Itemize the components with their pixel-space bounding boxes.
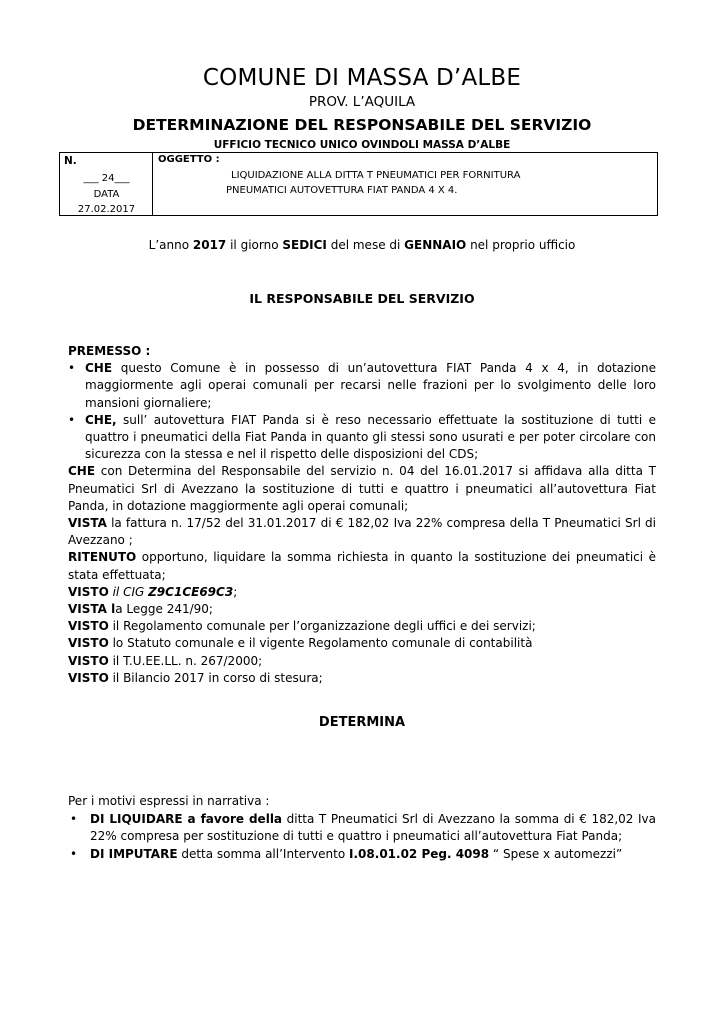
premise-item: • CHE, sull’ autovettura FIAT Panda si è reso necessario effettuate la sostituzione di tutti e quattro i pneumatici della Fiat Panda in quanto gli stessi sono usurati e per poter circolare con sicurezza con la stessa e nel il rispetto delle disposizioni del CDS; <box>68 412 656 464</box>
determination-number: ___ 24___ <box>83 173 130 184</box>
province-label: PROV. L’AQUILA <box>308 94 416 110</box>
premises-section <box>68 343 656 687</box>
municipality-title: COMUNE DI MASSA D’ALBE <box>202 65 522 91</box>
determination-date: 27.02.2017 <box>77 204 136 215</box>
premise-item: • CHE questo Comune è in possesso di un’autovettura FIAT Panda 4 x 4, in dotazione maggiormente agli operai comunali per recarsi nelle frazioni per lo svolgimento delle loro mansioni giornaliere; <box>68 360 656 412</box>
premise-paragraph: VISTO il T.U.EE.LL. n. 267/2000; <box>68 653 263 668</box>
premise-paragraph: CHE con Determina del Responsabile del servizio n. 04 del 16.01.2017 si affidava alla ditta T Pneumatici Srl di Avezzano la sostituzione di tutti e quattro i pneumatici all’autovettura Fiat Panda, in dotazione maggiormente agli operai comunali; <box>68 464 656 513</box>
premise-paragraph: VISTO lo Statuto comunale e il vigente Regolamento comunale di contabilità <box>68 636 533 651</box>
date-label: DATA <box>93 189 120 200</box>
section-title-responsabile: IL RESPONSABILE DEL SERVIZIO <box>249 291 475 306</box>
premise-paragraph: VISTO il Regolamento comunale per l’organizzazione degli uffici e dei servizi; <box>68 619 536 634</box>
office-label: UFFICIO TECNICO UNICO OVINDOLI MASSA D’ALBE <box>213 139 511 151</box>
section-title-determina: DETERMINA <box>318 715 406 730</box>
determination-box <box>59 152 658 216</box>
operative-item: • DI IMPUTARE detta somma all’Intervento I.08.01.02 Peg. 4098 “ Spese x automezzi” <box>68 846 656 864</box>
operative-intro: Per i motivi espressi in narrativa : <box>68 794 270 808</box>
number-label: N. <box>64 155 77 167</box>
premise-paragraph: VISTA la fattura n. 17/52 del 31.01.2017 di € 182,02 Iva 22% compresa della T Pneumatici Srl di Avezzano ; <box>68 516 656 548</box>
premise-paragraph: RITENUTO opportuno, liquidare la somma richiesta in quanto la sostituzione dei pneumatici è stata effettuata; <box>68 550 656 582</box>
document-heading: DETERMINAZIONE DEL RESPONSABILE DEL SERVIZIO <box>132 116 592 134</box>
date-statement: L’anno 2017 il giorno SEDICI del mese di GENNAIO nel proprio ufficio <box>148 238 576 252</box>
subject-line-2: PNEUMATICI AUTOVETTURA FIAT PANDA 4 X 4. <box>226 185 458 196</box>
operative-item: • DI LIQUIDARE a favore della ditta T Pneumatici Srl di Avezzano la somma di € 182,02 Iva 22% compresa per sostituzione di tutti e quattro i pneumatici all’autovettura Fiat Panda; <box>68 811 656 846</box>
premise-paragraph: VISTA la Legge 241/90; <box>68 602 213 617</box>
subject-label: OGGETTO : <box>158 154 220 165</box>
premise-paragraph: VISTO il CIG Z9C1CE69C3; <box>68 584 238 599</box>
operative-section <box>68 793 656 863</box>
subject-line-1: LIQUIDAZIONE ALLA DITTA T PNEUMATICI PER FORNITURA <box>231 170 521 181</box>
premesso-label: PREMESSO : <box>68 344 151 358</box>
number-date-cell <box>60 153 153 215</box>
premise-paragraph: VISTO il Bilancio 2017 in corso di stesura; <box>68 670 323 685</box>
